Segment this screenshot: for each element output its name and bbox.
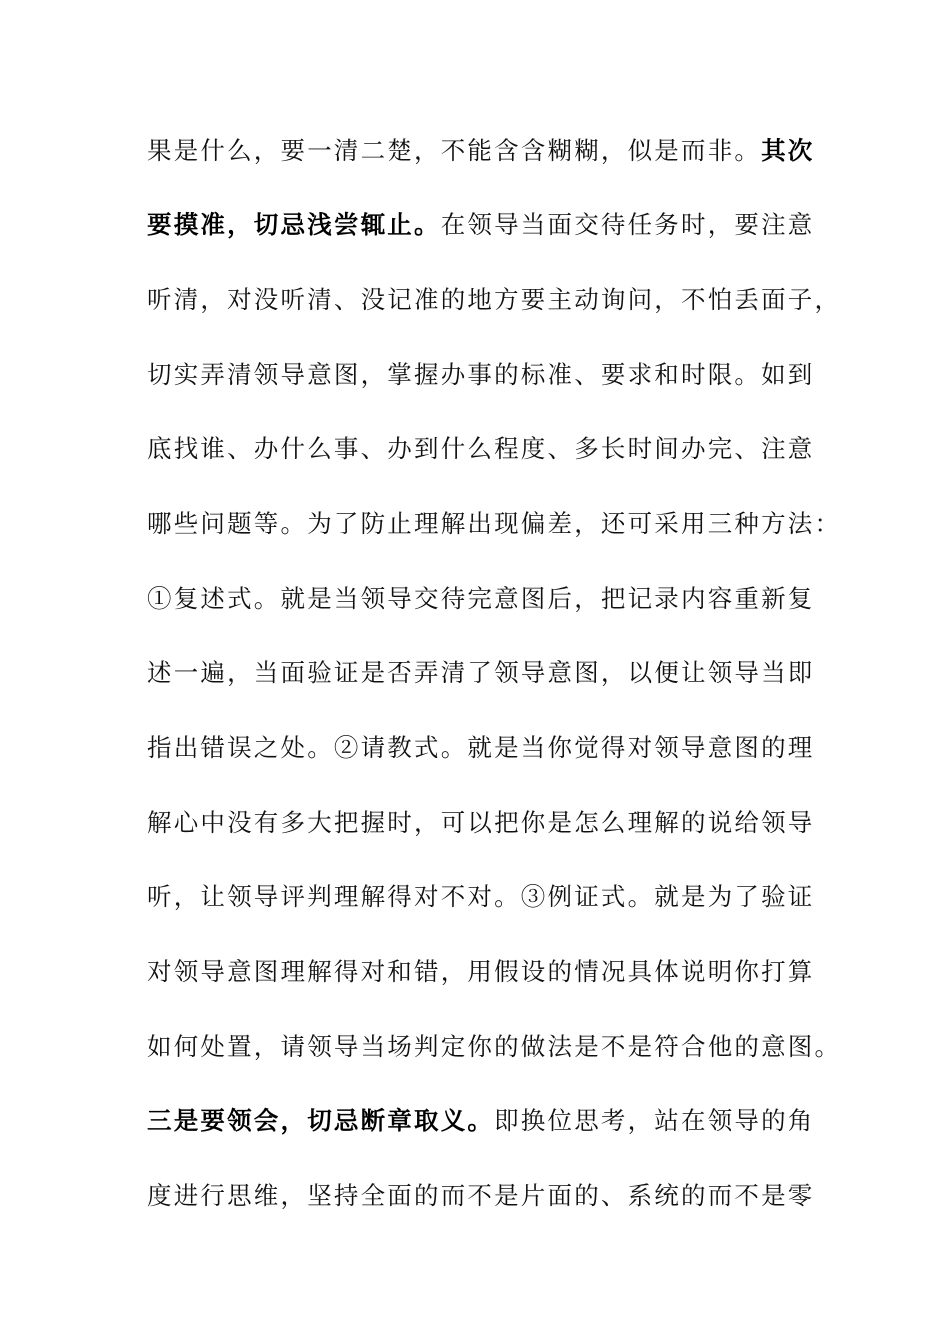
text-line <box>147 952 815 992</box>
text-line <box>147 1027 841 1067</box>
line-text: 解心中没有多大把握时，可以把你是怎么理解的说给领导 <box>147 808 815 837</box>
text-line <box>147 429 815 469</box>
line-text: 对领导意图理解得对和错，用假设的情况具体说明你打算 <box>147 957 815 986</box>
line-text: 哪些问题等。为了防止理解出现偏差，还可采用三种方法： <box>147 509 842 538</box>
bold-heading: 要摸准，切忌浅尝辄止。 <box>147 210 441 239</box>
line-text: 果是什么，要一清二楚，不能含含糊糊，似是而非。 <box>147 136 762 165</box>
text-line <box>147 877 815 917</box>
line-text: 如何处置，请领导当场判定你的做法是不是符合他的意图。 <box>147 1032 842 1061</box>
line-text: 度进行思维，坚持全面的而不是片面的、系统的而不是零 <box>147 1181 815 1210</box>
line-text: 即换位思考，站在领导的角 <box>494 1106 815 1135</box>
text-line <box>147 803 815 843</box>
line-text: 底找谁、办什么事、办到什么程度、多长时间办完、注意 <box>147 434 815 463</box>
line-text: 在领导当面交待任务时，要注意 <box>440 210 815 239</box>
bold-heading: 三是要领会，切忌断章取义。 <box>147 1106 495 1135</box>
text-line <box>147 1176 815 1216</box>
text-line <box>147 728 815 768</box>
text-line <box>147 1101 815 1141</box>
line-text: 指出错误之处。②请教式。就是当你觉得对领导意图的理 <box>147 733 815 762</box>
text-line <box>147 280 841 320</box>
line-text: ①复述式。就是当领导交待完意图后，把记录内容重新复 <box>147 584 815 613</box>
line-text: 述一遍，当面验证是否弄清了领导意图，以便让领导当即 <box>147 658 815 687</box>
text-line <box>147 131 815 171</box>
text-line <box>147 205 815 245</box>
text-line <box>147 653 815 693</box>
bold-heading: 其次 <box>761 136 815 165</box>
line-text: 听清，对没听清、没记准的地方要主动询问，不怕丢面子， <box>147 285 842 314</box>
text-line <box>147 504 841 544</box>
line-text: 听，让领导评判理解得对不对。③例证式。就是为了验证 <box>147 882 815 911</box>
text-line <box>147 355 815 395</box>
text-line <box>147 579 815 619</box>
line-text: 切实弄清领导意图，掌握办事的标准、要求和时限。如到 <box>147 360 815 389</box>
